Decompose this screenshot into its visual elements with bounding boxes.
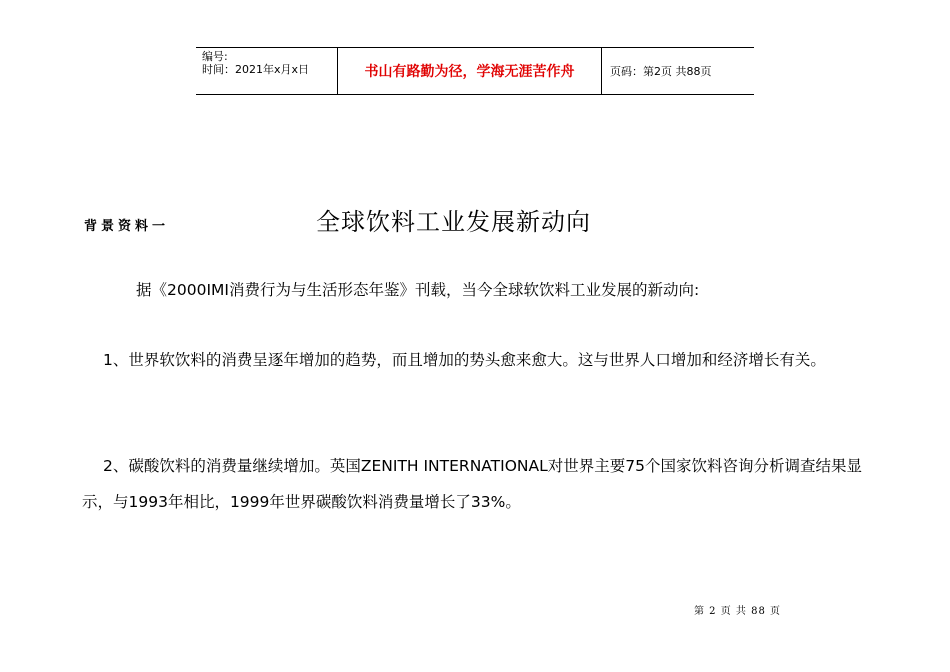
paragraph-1: 1、世界软饮料的消费呈逐年增加的趋势，而且增加的势头愈来愈大。这与世界人口增加和经济增长有关。 xyxy=(103,351,826,369)
paragraph-2: 2、碳酸饮料的消费量继续增加。英国ZENITH INTERNATIONAL对世界主要75个国家饮料咨询分析调查结果显示，与1993年相比，1999年世界碳酸饮料消费量增长了33%。 xyxy=(82,457,862,511)
header-page-info: 页码：第2页 共88页 xyxy=(610,65,712,78)
header-meta xyxy=(196,48,338,94)
page-header xyxy=(196,47,754,95)
header-motto: 书山有路勤为径，学海无涯苦作舟 xyxy=(338,48,602,94)
section-label: 背景资料一 xyxy=(84,219,170,234)
document-title: 全球饮料工业发展新动向 xyxy=(316,208,591,236)
time-label: 时间：2021年x月x日 xyxy=(202,63,310,76)
page-footer: 第 2 页 共 88 页 xyxy=(694,606,781,617)
number-label: 编号: xyxy=(202,50,228,63)
intro-paragraph: 据《2000IMI消费行为与生活形态年鉴》刊载，当今全球软饮料工业发展的新动向: xyxy=(136,281,700,299)
